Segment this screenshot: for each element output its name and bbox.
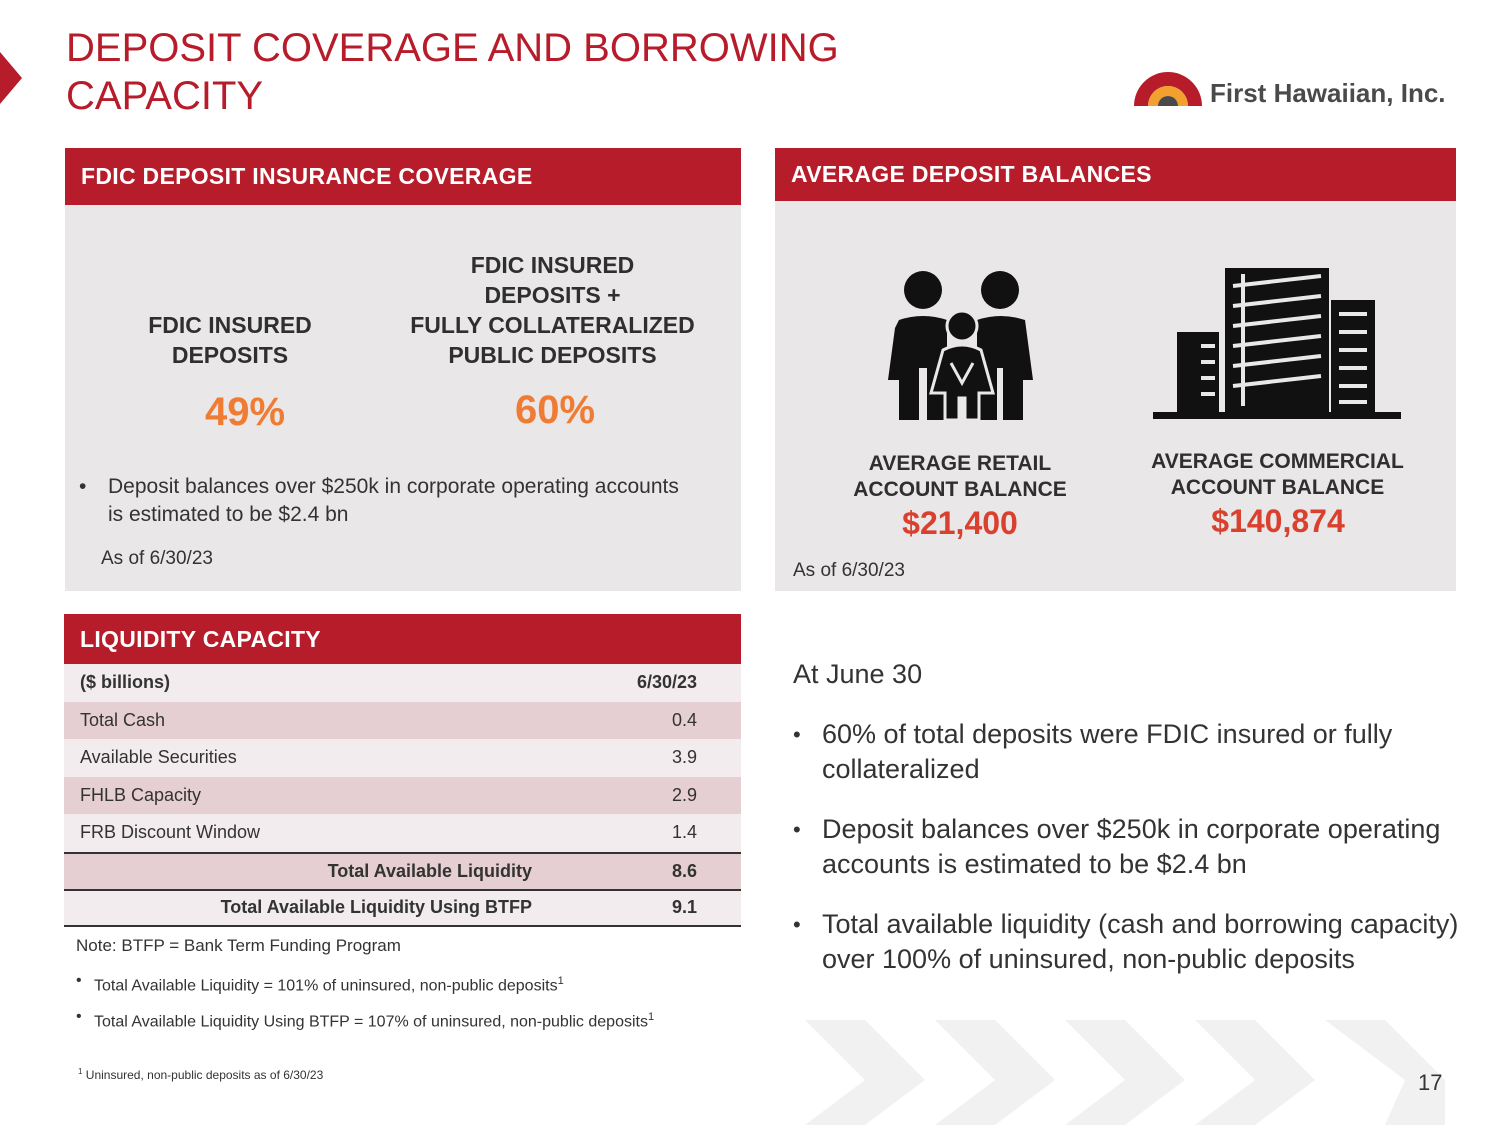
- bullet-dot-icon: •: [76, 1008, 82, 1025]
- liquidity-bullet-1: [76, 970, 714, 997]
- average-balances-panel: [775, 148, 1456, 591]
- summary-bullet: [793, 812, 1482, 882]
- bullet-dot-icon: •: [793, 912, 801, 937]
- table-row: [64, 777, 741, 815]
- page-number: 17: [1418, 1070, 1443, 1095]
- footnote-marker: 1: [557, 975, 564, 987]
- fdic-collateralized-label-line4: PUBLIC DEPOSITS: [448, 342, 657, 368]
- row-label: FRB Discount Window: [80, 822, 261, 843]
- liquidity-panel-header: LIQUIDITY CAPACITY: [64, 614, 741, 664]
- fdic-as-of: As of 6/30/23: [101, 548, 213, 569]
- row-label: Available Securities: [80, 747, 237, 768]
- row-value: 2.9: [671, 784, 697, 805]
- bullet-dot-icon: •: [793, 817, 801, 842]
- fdic-collateralized-label: [380, 250, 725, 370]
- summary-bullet: [793, 717, 1482, 787]
- retail-balance-label: [835, 451, 1085, 503]
- page-title: DEPOSIT COVERAGE AND BORROWING CAPACITY: [66, 26, 839, 118]
- footnote: [78, 1067, 323, 1082]
- company-logo: [1130, 62, 1460, 112]
- summary-bullet-text: 60% of total deposits were FDIC insured or fully collateralized: [822, 719, 1393, 784]
- fdic-insured-value: 49%: [204, 390, 286, 434]
- row-label: FHLB Capacity: [80, 784, 202, 805]
- retail-label-line1: AVERAGE RETAIL: [868, 452, 1052, 475]
- liquidity-bullet-2-text: Total Available Liquidity Using BTFP = 107% of uninsured, non-public deposits: [94, 1013, 648, 1031]
- retail-label-line2: ACCOUNT BALANCE: [853, 478, 1067, 501]
- fdic-panel-header: FDIC DEPOSIT INSURANCE COVERAGE: [65, 148, 741, 205]
- fdic-insured-label-line1: FDIC INSURED: [148, 312, 312, 338]
- total-btfp-value: 9.1: [671, 897, 697, 918]
- footnote-number: 1: [78, 1067, 83, 1076]
- row-value: 0.4: [671, 709, 697, 730]
- rainbow-logo-icon: [1130, 66, 1208, 108]
- liquidity-table: [64, 664, 741, 927]
- liquidity-bullet-2: [76, 1006, 704, 1033]
- commercial-balance-label: [1130, 449, 1425, 501]
- btfp-note: Note: BTFP = Bank Term Funding Program: [76, 936, 401, 955]
- fdic-insured-label-line2: DEPOSITS: [171, 342, 289, 368]
- total-btfp-row: [64, 889, 741, 927]
- fdic-collateralized-value: 60%: [514, 388, 596, 432]
- commercial-balance-value: $140,874: [1211, 503, 1345, 539]
- table-row: [64, 702, 741, 740]
- total-value: 8.6: [671, 860, 697, 881]
- row-value: 1.4: [671, 822, 697, 843]
- date-header: 6/30/23: [636, 672, 697, 693]
- fdic-insured-label: [115, 310, 345, 370]
- fdic-collateralized-label-line2: DEPOSITS +: [484, 282, 621, 308]
- fdic-collateralized-label-line3: FULLY COLLATERALIZED: [410, 312, 695, 338]
- summary-bullet-text: Total available liquidity (cash and borrowing capacity) over 100% of uninsured, non-public deposits: [822, 909, 1459, 974]
- footnote-marker: 1: [647, 1011, 655, 1023]
- commercial-label-line2: ACCOUNT BALANCE: [1170, 476, 1385, 499]
- total-btfp-label: Total Available Liquidity Using BTFP: [220, 897, 532, 918]
- average-as-of: As of 6/30/23: [793, 560, 905, 581]
- bullet-dot-icon: •: [76, 972, 82, 989]
- liquidity-bullet-1-text: Total Available Liquidity = 101% of uninsured, non-public deposits: [94, 977, 558, 995]
- fdic-coverage-panel: [65, 148, 741, 591]
- total-row: [64, 852, 741, 890]
- table-row: [64, 739, 741, 777]
- bullet-dot-icon: •: [793, 722, 801, 747]
- logo-text: First Hawaiian, Inc.: [1210, 78, 1446, 108]
- fdic-collateralized-label-line1: FDIC INSURED: [470, 252, 635, 278]
- summary-heading: At June 30: [793, 659, 923, 689]
- fdic-bullet-text: Deposit balances over $250k in corporate operating accounts is estimated to be $2.4 bn: [108, 475, 679, 526]
- summary-bullet-text: Deposit balances over $250k in corporate operating accounts is estimated to be $2.4 bn: [822, 814, 1441, 879]
- units-header: ($ billions): [80, 672, 170, 693]
- average-panel-header: AVERAGE DEPOSIT BALANCES: [775, 148, 1456, 201]
- bullet-dot-icon: •: [79, 475, 87, 498]
- buildings-icon: [1153, 266, 1401, 421]
- family-icon: [885, 268, 1040, 423]
- row-label: Total Cash: [80, 709, 166, 730]
- table-row: [64, 814, 741, 852]
- fdic-bullet: [79, 473, 688, 529]
- table-header-row: [64, 664, 741, 702]
- row-value: 3.9: [671, 747, 697, 768]
- summary-bullet: [793, 907, 1482, 977]
- retail-balance-value: $21,400: [902, 505, 1018, 541]
- commercial-label-line1: AVERAGE COMMERCIAL: [1151, 450, 1404, 473]
- chevron-pattern: [805, 1020, 1445, 1125]
- red-arrow-marker: [0, 52, 22, 104]
- total-label: Total Available Liquidity: [327, 860, 532, 881]
- footnote-text: Uninsured, non-public deposits as of 6/30/23: [82, 1068, 324, 1082]
